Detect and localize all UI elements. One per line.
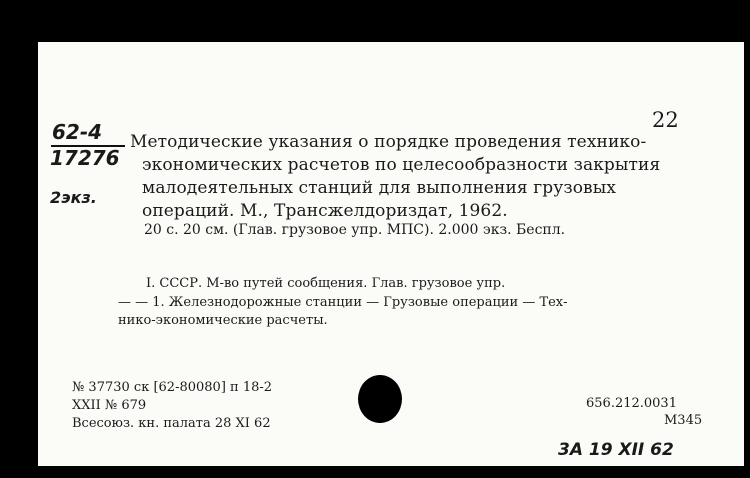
classification-number: 656.212.0031: [586, 396, 677, 411]
footer-publisher: Всесоюз. кн. палата 28 XI 62: [72, 416, 271, 431]
handwritten-copies-note: 2экз.: [50, 188, 97, 207]
tracing-line-1: I. СССР. М-во путей сообщения. Глав. грузовое упр.: [146, 276, 506, 291]
card-number: 22: [652, 108, 679, 132]
punch-hole: [358, 375, 402, 423]
footer-section-number: XXII № 679: [72, 398, 147, 413]
tracing-line-2: — — 1. Железнодорожные станции — Грузовые операции — Тех-: [118, 295, 568, 310]
tracing-line-3: нико-экономические расчеты.: [118, 313, 328, 328]
title-line-1: Методические указания о порядке проведения технико-: [130, 132, 647, 152]
title-line-2: экономических расчетов по целесообразности закрытия: [142, 155, 661, 175]
collation-line: 20 с. 20 см. (Глав. грузовое упр. МПС). 2.000 экз. Беспл.: [144, 222, 566, 238]
author-mark: М345: [664, 413, 703, 428]
call-number-top: 62-4: [52, 120, 103, 144]
footer-registration-number: № 37730 ск [62-80080] п 18-2: [72, 380, 273, 395]
catalog-card: [38, 42, 744, 466]
handwritten-date-note: 3А 19 XII 62: [558, 440, 674, 460]
title-line-3: малодеятельных станций для выполнения грузовых: [142, 178, 617, 198]
title-line-4: операций. М., Трансжелдориздат, 1962.: [142, 201, 508, 221]
call-number-bottom: 17276: [50, 146, 120, 170]
